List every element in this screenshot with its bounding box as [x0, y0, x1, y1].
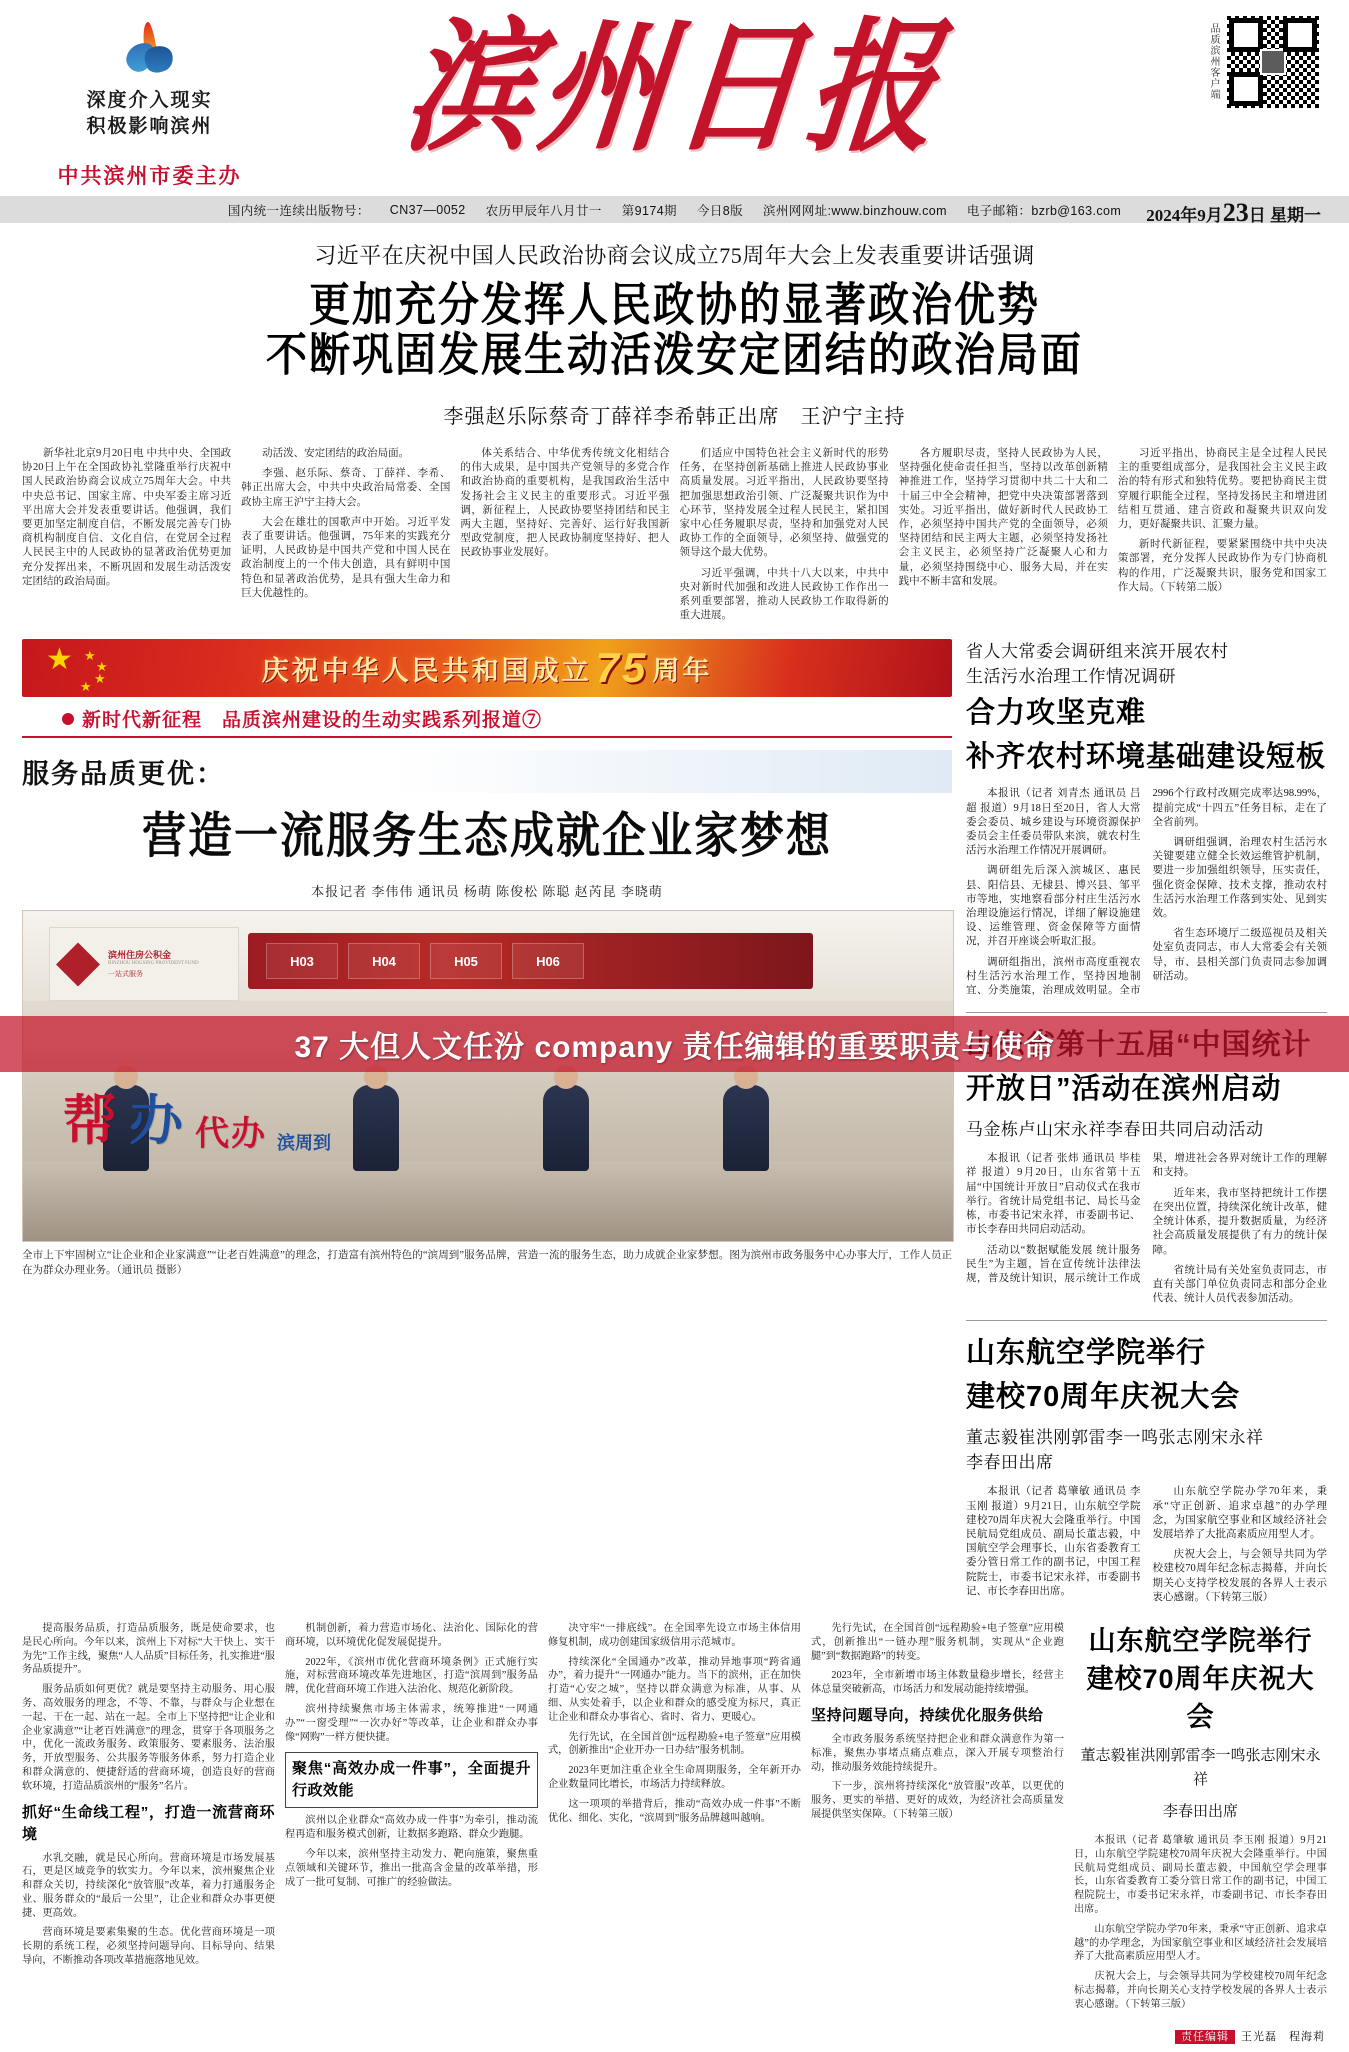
anniversary-text-right: 周年 [652, 655, 713, 686]
bottom-column-4 [811, 1622, 1064, 2018]
rail-2-body [966, 1152, 1327, 1306]
paragraph: 先行先试，在全国首创“远程勘验+电子签章”应用模式，创新推出“企业开办一日办结”服务机制。 [548, 1731, 801, 1757]
lead-story-header [0, 223, 1349, 435]
paragraph: 今年以来，滨州坚持主动发力、靶向施策，聚焦重点领域和关键环节，推出一批高含金量的改革举措，形成了一批可复制、可推广的经验做法。 [285, 1848, 538, 1888]
editor-names: 王光磊 程海莉 [1241, 2031, 1325, 2043]
anniversary-banner [22, 639, 952, 697]
feature-byline: 本报记者 李伟伟 通讯员 杨萌 陈俊松 陈聪 赵芮昆 李晓萌 [311, 884, 663, 900]
overlay-banner [0, 1016, 1349, 1072]
counter-number: H04 [348, 943, 420, 979]
lead-column-1 [22, 447, 231, 629]
paragraph: 动活泼、安定团结的政治局面。 [262, 448, 410, 459]
paragraph: 近年来，我市坚持把统计工作摆在突出位置，持续深化统计改革，健全统计体系，提升数据质量，为经济社会高质量发展提供了有力的统计保障。 [1152, 1187, 1327, 1256]
bottom-subhead-4: 坚持问题导向，持续优化服务供给 [811, 1706, 1044, 1724]
paragraph: 大会在雄壮的国歌声中开始。习近平发表了重要讲话。他强调，75年来的实践充分证明，人民政协是中国共产党和中国人民在政治制度上的一个伟大创造，具有鲜明中国特色和显著政治优势，是具有强大生命力和巨大优越性的。 [241, 516, 451, 599]
overlay-banner-text: 37 大但人文任汾 company 责任编辑的重要职责与使命 [294, 1031, 1055, 1064]
paragraph: 山东航空学院办学70年来，秉承“守正创新、追求卓越”的办学理念，为国家航空事业和区域经济社会发展培养了大批高素质应用型人才。 [1074, 1923, 1327, 1963]
page-count: 今日8版 [696, 203, 744, 218]
feature-headline[interactable]: 营造一流服务生态成就企业家梦想 [142, 809, 832, 864]
lead-column-4 [680, 447, 889, 629]
issn-label: 国内统一连续出版物号： [227, 203, 370, 218]
paragraph: 体关系结合、中华优秀传统文化相结合的伟大成果，是中国共产党领导的多党合作和政治协商的重要机构，是我国政治生活中发扬社会主义民主的重要形式。习近平强调，新征程上，人民政协要坚持团结和民主两大主题，坚持好、完善好、运行好我国新型政党制度，把人民政协制度坚持好、把人民政协事业发展好。 [460, 448, 670, 559]
lead-column-6 [1118, 447, 1327, 629]
editor-credit [1175, 2028, 1325, 2044]
rail-divider-2 [966, 1320, 1327, 1321]
feature-story [22, 639, 952, 1608]
paragraph: 本报讯（记者 张炜 通讯员 毕桂祥 报道）9月20日，山东省第十五届“中国统计开放日”启动仪式在我市举行。省统计局党组书记、局长马金栋，市委书记宋永祥，市委副书记、市长李春田共同启动活动。 [966, 1153, 1141, 1236]
right-rail [966, 639, 1327, 1608]
photo-sign-tag: 一站式服务 [108, 970, 143, 979]
photo-wall-sign [49, 927, 239, 1001]
paragraph: 调研组指出，滨州市高度重视农村生活污水治理工作，坚持因地制宜、分类施策，治理成效明显。全市2996个行政村改厕完成率达98.99%，提前完成“十四五”任务目标，走在了全省前列。 [966, 788, 1327, 997]
paragraph: 滨州持续聚焦市场主体需求，统筹推进“一网通办”“一窗受理”“一次办好”等改革，让企业和群众办事像“网购”一样方便快捷。 [285, 1703, 538, 1743]
lead-column-3 [460, 447, 669, 629]
counter-number: H05 [430, 943, 502, 979]
lead-byline: 李强赵乐际蔡奇丁薛祥李希韩正出席 王沪宁主持 [443, 406, 906, 428]
lunar-date: 农历甲辰年八月廿一 [485, 203, 602, 218]
housing-fund-logo-icon [56, 942, 100, 986]
qr-label: 品质滨州客户端 [1208, 23, 1219, 100]
masthead-title [395, 4, 955, 194]
paragraph: 本报讯（记者 葛肇敏 通讯员 李玉刚 报道）9月21日，山东航空学院建校70周年庆祝大会隆重举行。中国民航局党组成员、副局长董志毅，中国航空学会理事长，山东省委教育工委分管日常工作的副书记，中国工程院院士，市委书记宋永祥，市委副书记、市长李春田出席。 [1074, 1834, 1327, 1915]
lead-kicker: 习近平在庆祝中国人民政治协商会议成立75周年大会上发表重要讲话强调 [314, 243, 1035, 268]
paragraph: 省生态环境厅二级巡视员及相关处室负责同志，市人大常委会有关领导，市、县相关部门负责同志参加调研活动。 [1152, 928, 1327, 982]
qr-code-icon[interactable] [1225, 14, 1321, 110]
paragraph: 水乳交融，就是民心所向。营商环境是市场发展基石，更是区域竞争的软实力。今年以来，滨州聚焦企业和群众关切，持续深化“放管服”改革，着力打通服务企业、服务群众的“最后一公里”，让企业和群众办事更便捷、更高效。 [22, 1852, 275, 1919]
rail-1-headline-line-1[interactable]: 合力攻坚克难 [966, 697, 1147, 730]
paragraph: 山东航空学院办学70年来，秉承“守正创新、追求卓越”的办学理念，为国家航空事业和区域经济社会发展培养了大批高素质应用型人才。 [1152, 1486, 1327, 1540]
lead-column-5 [899, 447, 1108, 629]
bottom-right-headline-line-1[interactable]: 山东航空学院举行 [1088, 1625, 1313, 1656]
rail-3-body [966, 1485, 1327, 1608]
bottom-subhead-1: 抓好“生命线工程”，打造一流营商环境 [22, 1803, 275, 1843]
publication-date [1071, 198, 1321, 228]
feature-photo [22, 910, 954, 1242]
bottom-right-headline-line-2[interactable]: 建校70周年庆祝大会 [1086, 1663, 1315, 1732]
series-label-row [22, 705, 952, 732]
photo-overlay-text [63, 1078, 331, 1155]
rail-3-subhead-line-2: 李春田出席 [966, 1453, 1054, 1473]
paragraph: 决守牢“一排底线”。在全国率先设立市场主体信用修复机制，成功创建国家级信用示范城市。 [548, 1622, 801, 1648]
paragraph: 全市政务服务系统坚持把企业和群众满意作为第一标准，聚焦办事堵点痛点难点，深入开展专项整治行动，推动服务效能持续提升。 [811, 1733, 1064, 1773]
rail-story-3 [966, 1333, 1327, 1608]
editor-label: 责任编辑 [1175, 2030, 1235, 2044]
paragraph: 2022年，《滨州市优化营商环境条例》正式施行实施，对标营商环境改革先进地区，打造“滨周到”服务品牌，优化营商环境工作进入法治化、规范化新阶段。 [285, 1656, 538, 1696]
photo-small-word: 滨周到 [277, 1133, 331, 1154]
paragraph: 下一步，滨州将持续深化“放管服”改革，以更优的服务、更实的举措、更好的成效，为经济社会高质量发展提供坚实保障。（下转第三版） [811, 1781, 1064, 1820]
photo-big-word-1: 帮 [63, 1091, 119, 1152]
bottom-column-1 [22, 1622, 275, 2018]
photo-big-word-3: 代办 [195, 1115, 267, 1154]
paragraph: 习近平强调，中共十八大以来，中共中央对新时代加强和改进人民政协工作作出一系列重要部署，推动人民政协工作取得新的重大进展。 [679, 567, 889, 622]
lead-headline-line-1[interactable]: 更加充分发挥人民政协的显著政治优势 [309, 279, 1040, 331]
lead-body-columns [0, 435, 1349, 629]
photo-sign-text: 滨州住房公积金 [108, 950, 172, 961]
paragraph: 服务品质如何更优？就是要坚持主动服务、用心服务、高效服务的理念，不等、不靠，与群众与企业想在一起、干在一起、站在一起。全市上下坚持把“让企业和企业家满意”“让老百姓满意”的理念，贯穿于各项服务之中，优化一流政务服务、政策服务、要素服务、法治服务，开放型服务、公共服务等服务体系，努力打造企业和群众满意的、便捷舒适的营商环境，创造良好的营商软环境，打造品质滨州的“服务”名片。 [22, 1684, 275, 1792]
rail-1-headline-line-2[interactable]: 补齐农村环境基础建设短板 [966, 741, 1327, 774]
paragraph: 庆祝大会上，与会领导共同为学校建校70周年纪念标志揭幕，并向长期关心支持学校发展的各界人士表示衷心感谢。（下转第三版） [1074, 1971, 1327, 2010]
paragraph: 李强、赵乐际、蔡奇、丁薛祥、李希、韩正出席大会，中共中央政治局常委、全国政协主席王沪宁主持大会。 [241, 468, 451, 508]
paragraph: 省统计局有关处室负责同志，市直有关部门单位负责同志和部分企业代表、统计人员代表参加活动。 [1152, 1264, 1327, 1305]
sponsor-label: 中共滨州市委主办 [57, 165, 242, 188]
paragraph: 新时代新征程，要紧紧围绕中共中央决策部署，充分发挥人民政协作为专门协商机构的作用，广泛凝聚共识，服务党和国家工作大局。（下转第二版） [1117, 539, 1328, 593]
publication-logo-icon [121, 22, 179, 80]
paragraph: 调研组强调，治理农村生活污水关键要建立健全长效运维管护机制，要进一步加强组织领导，压实责任，强化资金保障、技术支撑，推动农村生活污水治理工作落到实处、见到实效。 [1152, 837, 1327, 920]
paragraph: 庆祝大会上，与会领导共同为学校建校70周年纪念标志揭幕，并向长期关心支持学校发展的各界人士表示衷心感谢。（下转第三版） [1152, 1549, 1327, 1603]
bottom-column-3 [548, 1622, 801, 2018]
paragraph: 调研组先后深入滨城区、惠民县、阳信县、无棣县、博兴县、邹平市等地，实地察看部分村庄生活污水治理设施运行情况，详细了解设施建设、运维管理、资金保障等方面情况，并召开座谈会听取汇报。 [966, 865, 1141, 948]
series-divider [22, 736, 952, 738]
paragraph: 们适应中国特色社会主义新时代的形势任务，在坚持创新基础上推进人民政协事业高质量发展。习近平指出，人民政协要坚持把加强思想政治引领、广泛凝聚共识作为中心环节，坚持发展全过程人民民主，紧扣国家中心任务履职尽责，坚持和加强党对人民政协工作的全面领导，必须坚持、做强党的领导这个最大优势。 [679, 448, 889, 559]
masthead-right [1071, 14, 1321, 228]
counter-number: H06 [512, 943, 584, 979]
bottom-right-subhead-line-1: 董志毅崔洪刚郭雷李一鸣张志刚宋永祥 [1080, 1747, 1321, 1788]
issn-value: CN37—0052 [389, 202, 466, 217]
masthead-left [42, 22, 257, 190]
photo-counter-board [248, 933, 813, 989]
issue-number: 第9174期 [621, 203, 677, 218]
bottom-right-subhead-line-2: 李春田出席 [1162, 1803, 1238, 1820]
feature-kicker: 服务品质更优： [22, 750, 952, 793]
lead-column-2 [241, 447, 450, 629]
photo-big-word-2: 办 [129, 1091, 185, 1152]
bottom-column-2 [285, 1622, 538, 2018]
newspaper-title: 滨州日报 [398, 9, 951, 169]
paragraph: 2023年，全市新增市场主体数量稳步增长，经营主体总量突破新高，市场活力和发展动能持续增强。 [811, 1670, 1064, 1696]
slogan-line-2: 积极影响滨州 [86, 116, 213, 137]
website-url[interactable]: 滨州网网址:www.binzhouw.com [763, 203, 947, 218]
rail-3-headline-line-1[interactable]: 山东航空学院举行 [966, 1337, 1207, 1370]
paragraph: 2023年更加注重企业全生命周期服务，全年新开办企业数量同比增长，市场活力持续释放。 [548, 1765, 801, 1790]
bottom-column-5 [1074, 1622, 1327, 2018]
paragraph: 机制创新，着力营造市场化、法治化、国际化的营商环境，以环境优化促发展促提升。 [285, 1622, 538, 1648]
lead-headline-line-2[interactable]: 不断巩固发展生动活泼安定团结的政治局面 [266, 329, 1083, 381]
counter-number: H03 [266, 943, 338, 979]
paragraph: 本报讯（记者 葛肇敏 通讯员 李玉刚 报道）9月21日，山东航空学院建校70周年庆祝大会隆重举行。中国民航局党组成员、副局长董志毅，中国航空学会理事长，山东省委教育工委分管日常工作的副书记，中国工程院院士，市委书记宋永祥，市委副书记、市长李春田出席。 [966, 1486, 1141, 1597]
paragraph: 持续深化“全国通办”改革，推动异地事项“跨省通办”，着力提升“一网通办”能力。当下的滨州，正在加快打造“心安之城”，坚持以群众满意为标准，从事、从细、从实处着手，以企业和群众的感受度为标尺，真正让企业和群众办事省心、省时、省力、更暖心。 [548, 1656, 801, 1723]
date-day: 23 [1222, 198, 1249, 227]
rail-2-subhead: 马金栋卢山宋永祥李春田共同启动活动 [966, 1120, 1264, 1140]
flag-stars-icon: ★ ★ ★ ★ ★ [46, 643, 108, 695]
paragraph: 本报讯（记者 刘青杰 通讯员 吕超 报道）9月18日至20日，省人大常委会委员、城乡建设与环境资源保护委员会主任委员带队来滨，就农村生活污水治理工作情况开展调研。 [966, 788, 1141, 857]
middle-zone [0, 629, 1349, 1608]
slogan-line-1: 深度介入现实 [86, 90, 213, 111]
paragraph: 新华社北京9月20日电 中共中央、全国政协20日上午在全国政协礼堂隆重举行庆祝中国人民政治协商会议成立75周年大会。中共中央总书记、国家主席、中央军委主席习近平出席大会并发表重要讲话。他强调，我们要更加坚定制度自信，不断发展完善专门协商机构制度自信、文化自信，在党居全过程人民民主中的人民政协的显著政治优势更加充分发挥出来，不断巩固和发展生动活泼安定团结的政治局面。 [22, 448, 232, 587]
rail-divider-1 [966, 1012, 1327, 1013]
rail-1-kicker-line-2: 生活污水治理工作情况调研 [966, 667, 1176, 687]
email-address[interactable]: 电子邮箱：bzrb@163.com [966, 203, 1122, 218]
paragraph: 营商环境是要素集聚的生态。优化营商环境是一项长期的系统工程，必须坚持问题导向、目标导向、结果导向，不断推动各项改革措施落地见效。 [22, 1927, 275, 1967]
feature-photo-caption: 全市上下牢固树立“让企业和企业家满意”“让老百姓满意”的理念，打造富有滨州特色的“滨周到”服务品牌，营造一流的服务生态，助力成就企业家梦想。图为滨州市政务服务中心办事大厅，工作人员正在为群众办理业务。（通讯员 摄影） [22, 1250, 952, 1277]
paragraph: 先行先试，在全国首创“远程勘验+电子签章”应用模式，创新推出“一链办理”服务机制，实现从“企业跑腿”到“数据跑路”的转变。 [811, 1622, 1064, 1662]
bullet-icon [62, 713, 74, 725]
rail-story-1 [966, 639, 1327, 998]
bottom-subhead-2: 聚焦“高效办成一件事”，全面提升行政效能 [285, 1752, 538, 1808]
rail-2-headline-line-2[interactable]: 开放日”活动在滨州启动 [966, 1073, 1282, 1106]
paragraph: 习近平指出，协商民主是全过程人民民主的重要组成部分，是我国社会主义民主政治的特有形式和独特优势。要把协商民主贯穿履行职能全过程，坚持发扬民主和增进团结相互贯通、建言资政和凝聚共识双向发力，更好凝聚共识、汇聚力量。 [1117, 448, 1328, 531]
date-suffix: 日 星期一 [1248, 206, 1321, 225]
rail-3-headline-line-2[interactable]: 建校70周年庆祝大会 [966, 1381, 1241, 1414]
series-label: 新时代新征程 品质滨州建设的生动实践系列报道⑦ [82, 710, 543, 732]
rail-1-body [966, 787, 1327, 998]
paragraph: 各方履职尽责，坚持人民政协为人民，坚持强化使命责任担当，坚持以改革创新精神推进工作，坚持学习贯彻中共二十大和二十届三中全会精神，把党中央决策部署落到实处。习近平指出，做好新时代人民政协工作，必须坚持中国共产党的全面领导，必须坚持团结和民主两大主题，必须坚持发扬社会主义民主，必须坚持广泛凝聚人心和力量，必须坚持围绕中心、服务大局，并在实践中不断丰富和发展。 [898, 448, 1108, 587]
date-prefix: 2024年9月 [1146, 206, 1223, 225]
anniversary-number: 75 [595, 644, 649, 692]
bottom-columns [0, 1608, 1349, 2018]
anniversary-text-left: 庆祝中华人民共和国成立 [261, 655, 592, 686]
rail-3-subhead-line-1: 董志毅崔洪刚郭雷李一鸣张志刚宋永祥 [966, 1428, 1264, 1448]
paragraph: 活动以“数据赋能发展 统计服务民生”为主题，旨在宣传统计法律法规，普及统计知识，展示统计工作成果，增进社会各界对统计工作的理解和支持。 [966, 1153, 1327, 1284]
photo-sign-subtext: BINZHOU HOUSING PROVIDENT FUND [108, 961, 199, 967]
rail-1-kicker-line-1: 省人大常委会调研组来滨开展农村 [966, 642, 1229, 662]
paragraph: 提高服务品质，打造品质服务，既是使命要求，也是民心所向。今年以来，滨州上下对标“大干快上、实干为先”工作主线，聚焦“人人品质”目标任务，扎实推进“服务品质提升”。 [22, 1622, 275, 1676]
paragraph: 这一项项的举措背后，推动“高效办成一件事”不断优化、细化、实化，“滨周到”服务品牌越叫越响。 [548, 1798, 801, 1824]
paragraph: 滨州以企业群众“高效办成一件事”为牵引，推动流程再造和服务模式创新，让数据多跑路、群众少跑腿。 [285, 1815, 538, 1841]
